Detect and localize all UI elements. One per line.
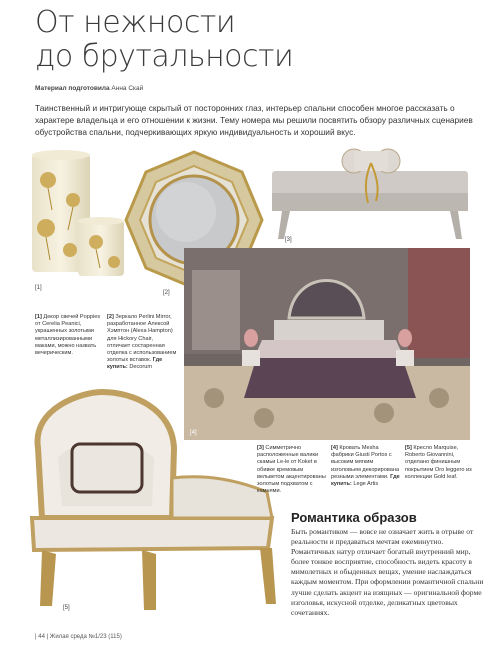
caption-2-number: [2]: [107, 314, 114, 320]
author-credit: [35, 85, 143, 92]
title-line-2: до брутальности: [35, 39, 294, 74]
candles-image: [28, 150, 128, 280]
caption-3-number: [3]: [257, 445, 264, 451]
article-title: [35, 6, 475, 74]
marker-5: [5]: [63, 605, 70, 611]
marker-4: [4]: [190, 430, 197, 436]
section-title: Романтика образов: [291, 510, 417, 525]
caption-2-buy-label: Где купить:: [107, 357, 163, 371]
magazine-issue: Жилая среда №1/23 (115): [49, 634, 122, 640]
marker-3: [3]: [285, 237, 292, 243]
title-line-1: От нежности: [35, 5, 236, 40]
caption-2-buy-value: Decorum: [129, 364, 153, 371]
caption-5-number: [5]: [405, 445, 412, 451]
marker-2: [2]: [163, 290, 170, 296]
caption-5: [405, 445, 477, 481]
armchair-image: [22, 388, 282, 620]
caption-3-text: Симметрично расположенные валики скамьи Le-le от Koket в обивке кремовым вельветом акцентированы золотым подхватом с камнями.: [257, 445, 326, 495]
caption-4-text: Кровать Mesha фабрики Giusti Portos с высоким мягким изголовьем декорирована резными элементами.: [331, 445, 400, 480]
caption-1-number: [1]: [35, 314, 42, 320]
caption-3: [257, 445, 327, 495]
caption-4-number: [4]: [331, 445, 338, 451]
marker-1: [1]: [35, 285, 42, 291]
caption-4-buy-value: Lege Artis: [353, 481, 379, 488]
caption-4-buy-label: Где купить:: [331, 473, 400, 488]
page-footer: [35, 634, 122, 640]
bench-image: [268, 145, 473, 243]
intro-paragraph: Таинственный и интригующе скрытый от посторонних глаз, интерьер спальни способен многое рассказать о характере владельца и его отношении к жизни. Тему номера мы решили посвятить обзору различных сценариев обустройства спальни, подчеркивающих яркую индивидуальность и хороший вкус.: [35, 103, 473, 137]
author-name: Анна Скай: [111, 85, 144, 92]
caption-1: [35, 314, 103, 357]
author-label: Материал подготовила: [35, 85, 110, 92]
caption-2-text: Зеркало Perlini Mirror, разработанное Алексой Хэмптон (Alexa Hampton) для Hickory Chair, отличает состаренная отделка с использованием золотых вставок.: [107, 314, 177, 364]
caption-5-text: Кресло Marquise, Roberto Giovannini, отделано финишным покрытием Oro leggero из коллекции Gold leaf.: [405, 445, 472, 480]
page-number: | 44 |: [35, 634, 49, 640]
caption-4: [331, 445, 401, 488]
caption-2: [107, 314, 177, 372]
section-body: Быть романтиком — вовсе не означает жить в отрыве от реальности и предаваться мечтам ежеминутно. Романтичных натур отличает богатый внутренний мир, более тонкое восприятие, способность видеть красоту в мимолетных и обыденных вещах, умение наслаждаться каждым моментом. При оформлении романтичной спальни лучше сделать акцент на изящных — оригинальной форме изголовья, искусной отделке, деликатных цветовых сочетаниях.: [291, 527, 484, 617]
caption-1-text: Декор свечей Poppies от Cerelia Peanici, украшенных золотыми металлизированными маками, можно назвать вечерическим.: [35, 314, 101, 357]
